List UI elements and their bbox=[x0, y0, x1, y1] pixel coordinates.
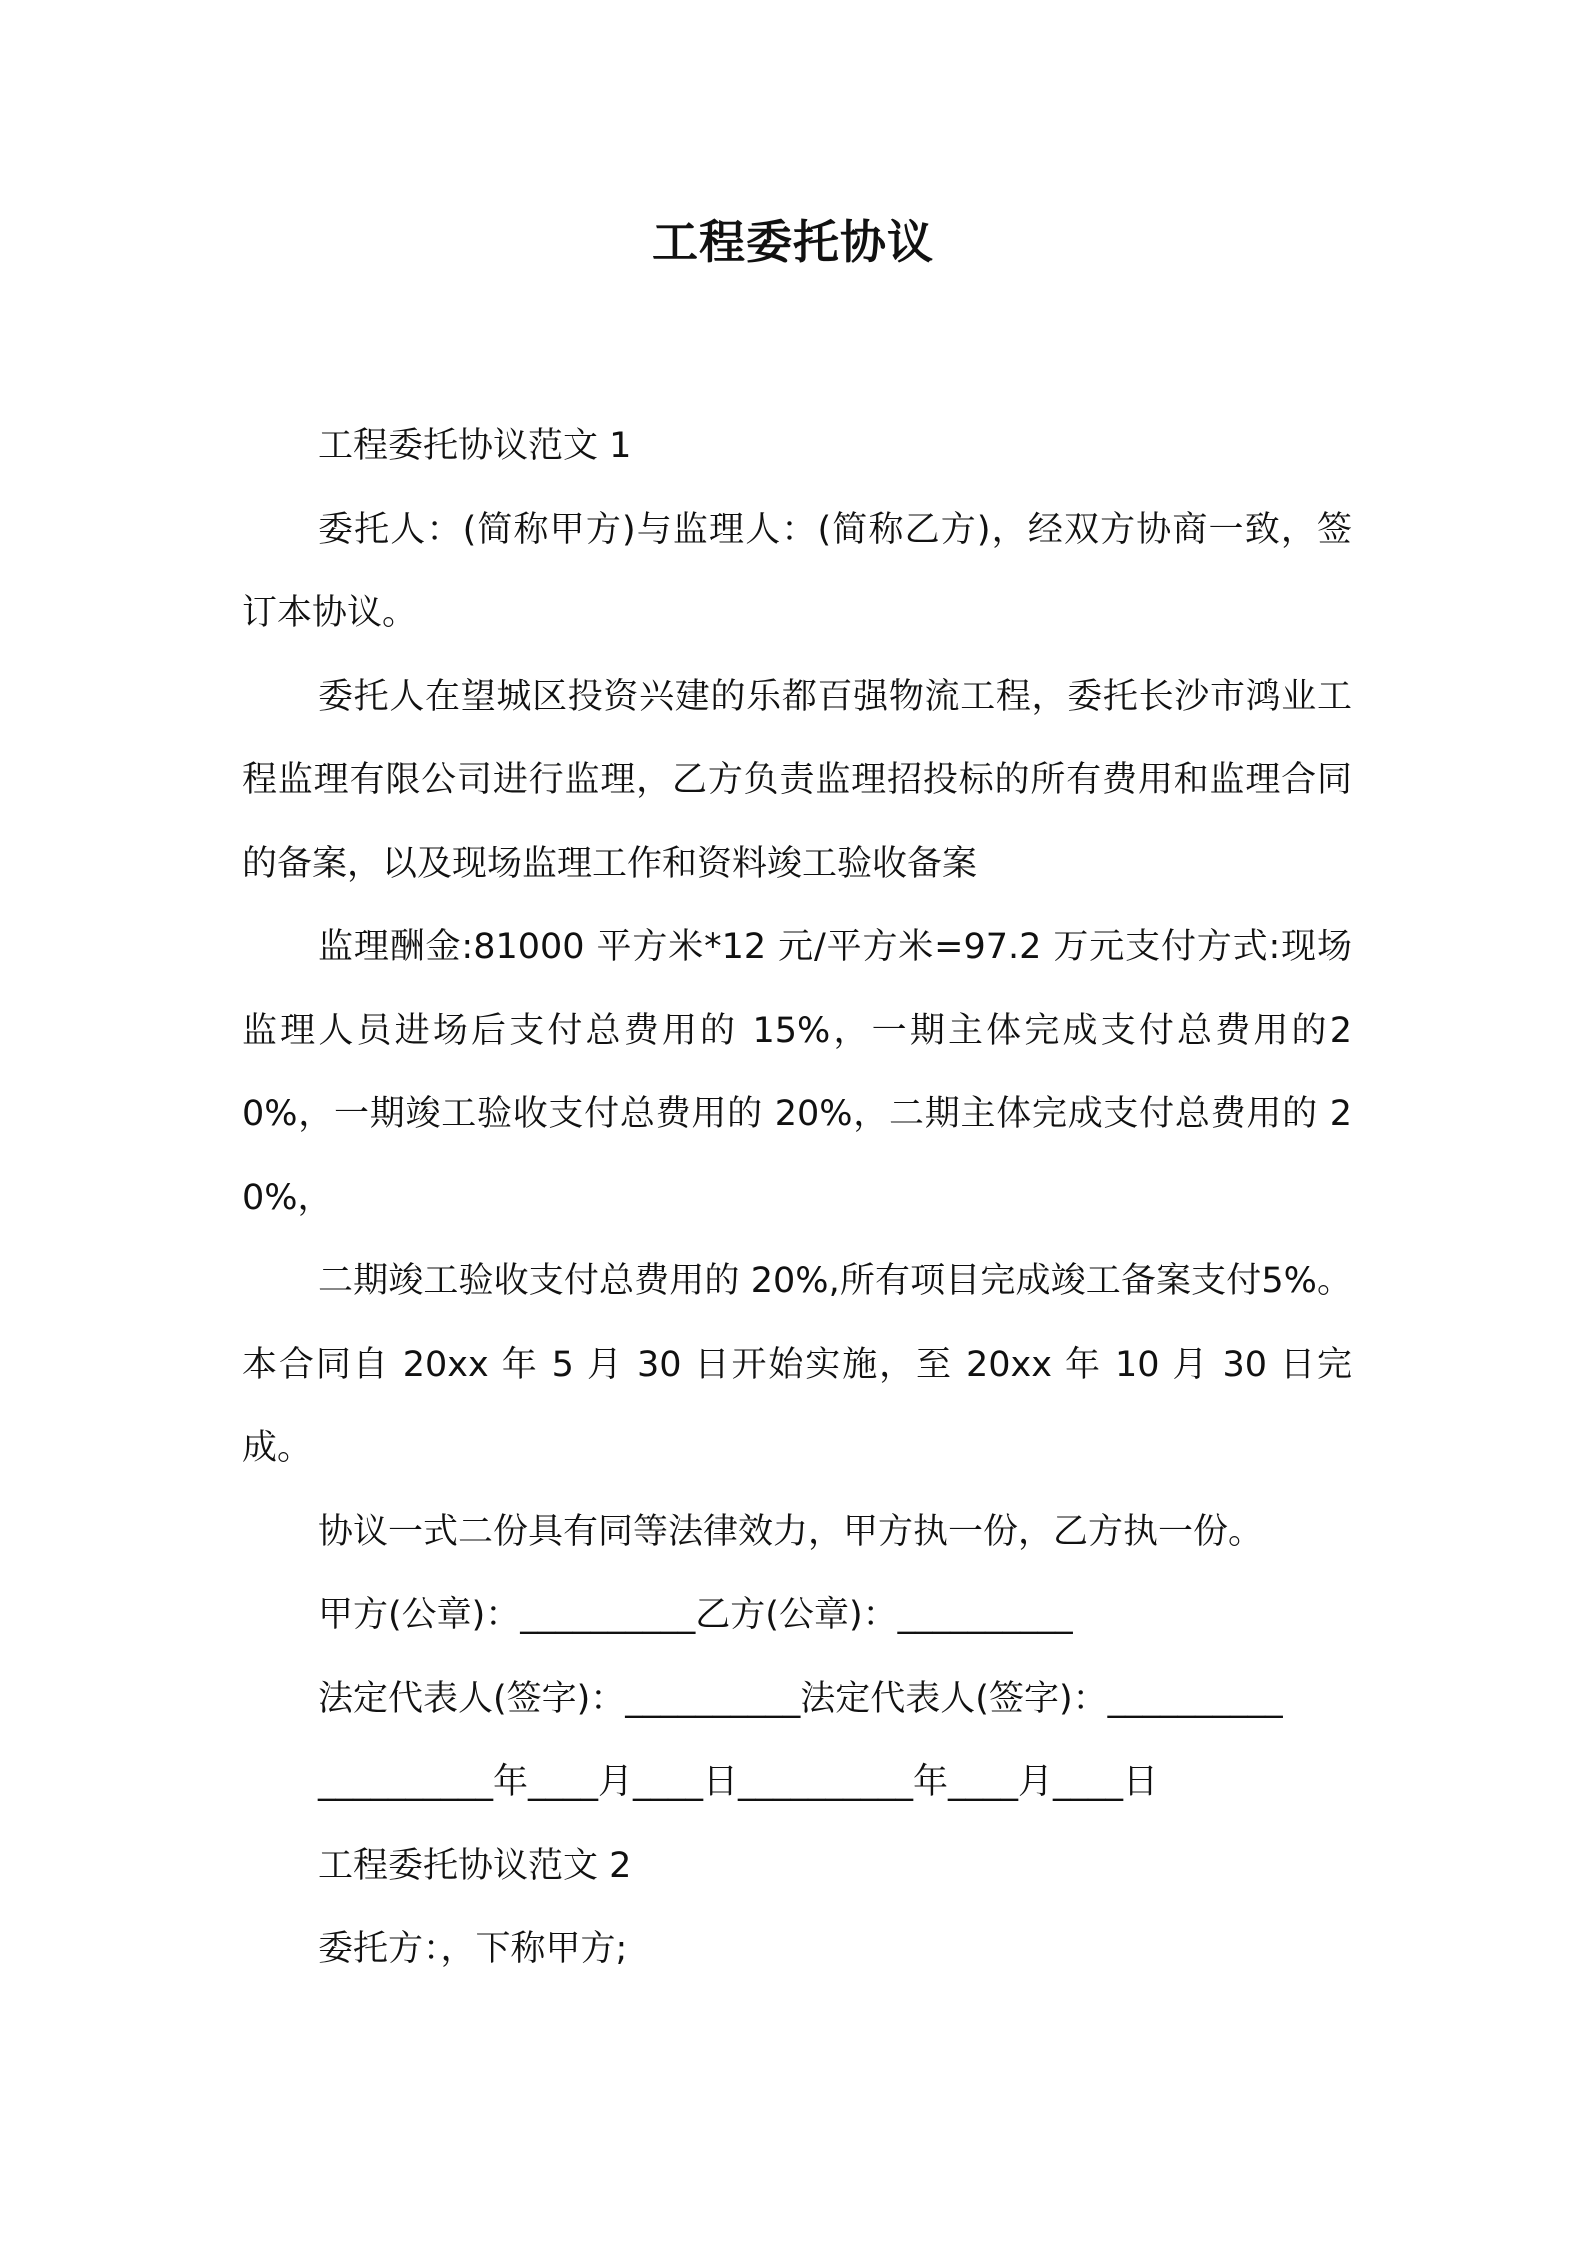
document-body bbox=[242, 405, 1352, 1992]
signature-date-line: __________年____月____日__________年____月____日 bbox=[318, 1762, 1159, 1802]
paragraph-schedule: 二期竣工验收支付总费用的 20%,所有项目完成竣工备案支付5%。本合同自 20xx 年 5 月 30 日开始实施，至 20xx 年 10 月 30 日完成。 bbox=[242, 1261, 1352, 1468]
section2-first-line: 委托方：，下称甲方; bbox=[318, 1929, 628, 1969]
section-heading: 工程委托协议范文 1 bbox=[318, 426, 632, 466]
section-heading-2: 工程委托协议范文 2 bbox=[318, 1845, 632, 1886]
page-title: 工程委托协议 bbox=[652, 215, 934, 269]
paragraph-payment: 监理酬金:81000 平方米*12 元/平方米=97.2 万元支付方式:现场监理人员进场后支付总费用的 15%，一期主体完成支付总费用的20%，一期竣工验收支付总费用的 20%，二期主体完成支付总费用的 20%， bbox=[242, 927, 1352, 1218]
paragraph-scope: 委托人在望城区投资兴建的乐都百强物流工程，委托长沙市鸿业工程监理有限公司进行监理，乙方负责监理招投标的所有费用和监理合同的备案，以及现场监理工作和资料竣工验收备案 bbox=[242, 676, 1352, 884]
signature-seal-line: 甲方(公章)：__________乙方(公章)：__________ bbox=[318, 1595, 1073, 1635]
paragraph-copies: 协议一式二份具有同等法律效力，甲方执一份，乙方执一份。 bbox=[318, 1511, 1264, 1552]
paragraph-parties: 委托人：(简称甲方)与监理人：(简称乙方)，经双方协商一致，签订本协议。 bbox=[242, 509, 1352, 633]
signature-representative-line: 法定代表人(签字)：__________法定代表人(签字)：__________ bbox=[318, 1678, 1283, 1719]
